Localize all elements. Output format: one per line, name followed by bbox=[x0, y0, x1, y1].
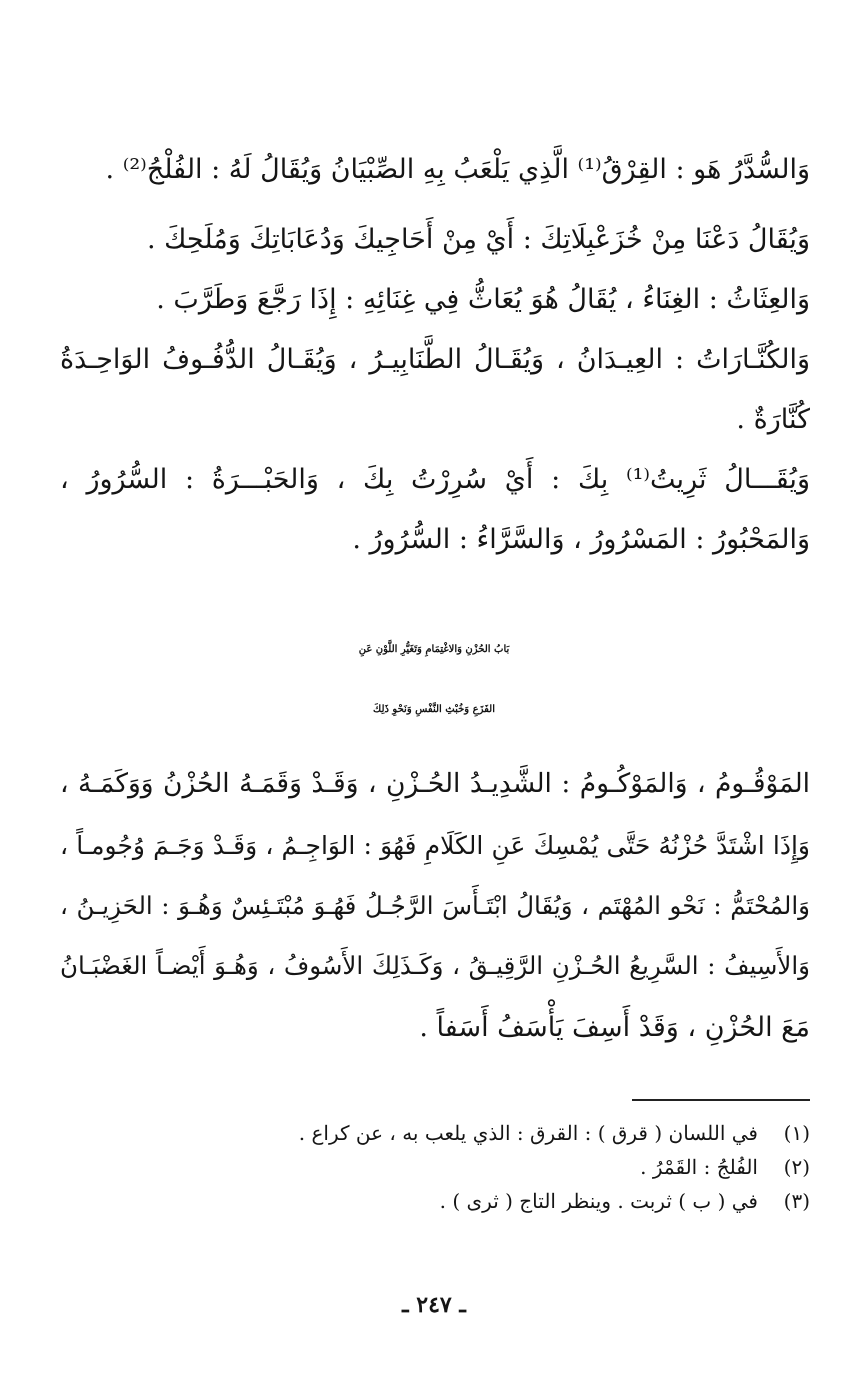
text-line: وَإِذَا اشْتَدَّ حُزْنُهُ حَتَّى يُمْسِكَ عَنِ الكَلَامِ فَهُوَ : الوَاجِـمُ ، وَقَـدْ وَجَـمَ وُجُومـاً ، bbox=[60, 831, 810, 860]
footnote bbox=[50, 1118, 810, 1148]
text-line: وَيُقَالُ دَعْنَا مِنْ خُزَعْبِلَاتِكَ : أَيْ مِنْ أَحَاجِيكَ وَدُعَابَاتِكَ وَمُلَحِكَ . bbox=[146, 224, 810, 255]
footnote bbox=[50, 1186, 810, 1216]
footnote-text: في ( ب ) ثربت . وينظر التاج ( ثرى ) . bbox=[439, 1189, 758, 1213]
text-line: وَالمَحْبُورُ : المَسْرُورُ ، وَالسَّرَّاءُ : السُّرُورُ . bbox=[352, 524, 810, 555]
text-line: وَالكُنَّـارَاتُ : العِيـدَانُ ، وَيُقَـالُ الطَّنَابِيـرُ ، وَيُقَـالُ الدُّفُـوفُ الوَاحِـدَةُ bbox=[60, 344, 810, 375]
text-line: وَيُقَـــالُ ثَرِيتُ⁽¹⁾ بِكَ : أَيْ سُرِرْتُ بِكَ ، وَالحَبْـــرَةُ : السُّرُورُ ، bbox=[60, 464, 810, 495]
footnote-number: (٣) bbox=[783, 1189, 810, 1213]
footnote-separator bbox=[632, 1099, 810, 1101]
footnote-number: (١) bbox=[783, 1121, 810, 1145]
section-heading: بَابُ الحُزْنِ وَالاغْتِمَامِ وَتَغَيُّرِ اللَّوْنِ عَنِ bbox=[358, 644, 510, 655]
text-line: مَعَ الحُزْنِ ، وَقَدْ أَسِفَ يَأْسَفُ أَسَفاً . bbox=[419, 1012, 810, 1043]
text-line: وَالعِثَاثُ : الغِنَاءُ ، يُقَالُ هُوَ يُعَاثُّ فِي غِنَائِهِ : إِذَا رَجَّعَ وَطَرَّبَ . bbox=[156, 284, 810, 315]
footnote-text: الفُلجُ : القَمْرُ . bbox=[640, 1155, 758, 1179]
footnote bbox=[50, 1152, 810, 1182]
text-line: وَالسُّدَّرُ هَو : القِرْقُ⁽¹⁾ الَّذِي يَلْعَبُ بِهِ الصِّبْيَانُ وَيُقَالُ لَهُ : الفُلْجُ⁽²⁾ . bbox=[105, 154, 810, 185]
text-line: المَوْقُـومُ ، وَالمَوْكُـومُ : الشَّدِيـدُ الحُـزْنِ ، وَقَـدْ وَقَمَـهُ الحُزْنُ وَوَكَمَـهُ ، bbox=[60, 768, 810, 799]
footnote-number: (٢) bbox=[783, 1155, 810, 1179]
page-number: ـ ٢٤٧ ـ bbox=[402, 1292, 466, 1318]
text-line: وَالمُحْتَمُّ : نَحْو المُهْتَم ، وَيُقَالُ ابْتَـأَسَ الرَّجُـلُ فَهُـوَ مُبْتَـئِسٌ وَهُـوَ : الحَزِيـنُ ، bbox=[60, 891, 810, 920]
section-heading: الفَزَعِ وَخُبْثِ النَّفْسِ وَنَحْوِ ذَلِكَ bbox=[373, 704, 495, 715]
text-line: كُنَّارَةٌ . bbox=[736, 404, 810, 435]
text-line: وَالأَسِيفُ : السَّرِيعُ الحُـزْنِ الرَّقِيـقُ ، وَكَـذَلِكَ الأَسُوفُ ، وَهُـوَ أَيْضـاً الغَضْبَـانُ bbox=[60, 951, 810, 980]
footnote-text: في اللسان ( قرق ) : القرق : الذي يلعب به ، عن كراع . bbox=[298, 1121, 758, 1145]
